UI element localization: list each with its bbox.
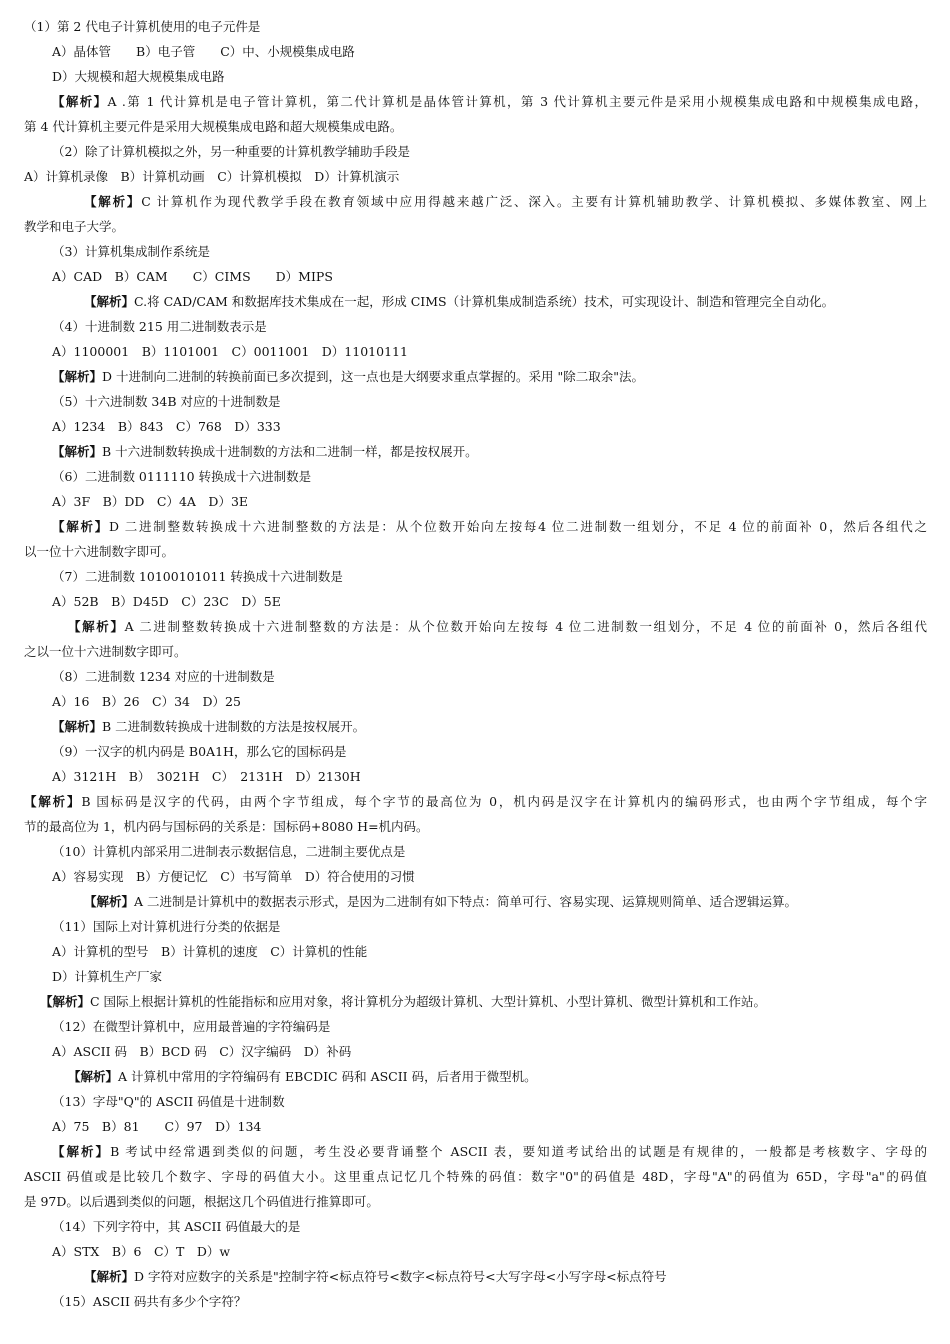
line-text: （8）二进制数 1234 对应的十进制数是 [52,669,275,684]
analysis-line [84,1265,667,1289]
line-text: D）计算机生产厂家 [52,969,163,984]
line-text: （14）下列字符中，其 ASCII 码值最大的是 [52,1219,301,1234]
line-text: ASCII 码值或是比较几个数字、字母的码值大小。这里重点记忆几个特殊的码值：数字"0"的码值是 48D，字母"A"的码值为 65D，字母"a"的码值 [24,1169,927,1184]
line-text: D 十进制向二进制的转换前面已多次提到，这一点也是大纲要求重点掌握的。采用 "除二取余"法。 [102,369,644,384]
line-text: B 国标码是汉字的代码，由两个字节组成，每个字节的最高位为 0，机内码是汉字在计算机内的编码形式，也由两个字节组成，每个字 [81,794,927,809]
line-text: A 二进制整数转换成十六进制整数的方法是：从个位数开始向左按每 4 位二进制数一组划分，不足 4 位的前面补 0，然后各组代 [124,619,927,634]
line-text: （11）国际上对计算机进行分类的依据是 [52,919,281,934]
text-line [52,1290,246,1314]
analysis-line [68,615,927,639]
line-text: A 二进制是计算机中的数据表示形式，是因为二进制有如下特点：简单可行、容易实现、运算规则简单、适合逻辑运算。 [134,894,798,909]
text-line [52,390,281,414]
line-text: A）1234 B）843 C）768 D）333 [52,419,281,434]
text-line [52,565,343,589]
line-text: C.将 CAD/CAM 和数据库技术集成在一起，形成 CIMS（计算机集成制造系统）技术，可实现设计、制造和管理完全自动化。 [134,294,835,309]
line-text: （4）十进制数 215 用二进制数表示是 [52,319,267,334]
analysis-tag: 【解析】 [84,1269,135,1284]
text-line [52,765,361,789]
text-line [52,940,367,964]
text-line [52,1115,261,1139]
text-line [52,1040,351,1064]
line-text: （2）除了计算机模拟之外，另一种重要的计算机教学辅助手段是 [52,144,410,159]
line-text: A）STX B）6 C）T D）w [52,1244,231,1259]
analysis-line [52,440,478,464]
line-text: A）52B B）D45D C）23C D）5E [52,594,281,609]
text-line [52,265,333,289]
text-line [52,1240,230,1264]
text-line [24,15,260,39]
text-line [52,65,225,89]
line-text: 节的最高位为 1，机内码与国标码的关系是：国标码+8080 H=机内码。 [24,819,429,834]
text-line [52,140,410,164]
line-text: A）容易实现 B）方便记忆 C）书写简单 D）符合使用的习惯 [52,869,415,884]
line-text: D 二进制整数转换成十六进制整数的方法是：从个位数开始向左按每4 位二进制数一组划分，不足 4 位的前面补 0，然后各组代之 [109,519,927,534]
line-text: （7）二进制数 10100101011 转换成十六进制数是 [52,569,343,584]
line-text: C 计算机作为现代教学手段在教育领域中应用得越来越广泛、深入。主要有计算机辅助教学、计算机模拟、多媒体教室、网上 [141,194,927,209]
text-line [52,665,275,689]
text-line [24,215,124,239]
text-line [24,115,402,139]
analysis-line [84,190,927,214]
analysis-line [52,1140,927,1164]
text-line [52,840,405,864]
line-text: 以一位十六进制数字即可。 [24,544,175,559]
text-line [24,540,174,564]
line-text: B 考试中经常遇到类似的问题，考生没必要背诵整个 ASCII 表，要知道考试给出的试题是有规律的，一般都是考核数字、字母的 [110,1144,927,1159]
analysis-tag: 【解析】 [52,719,103,734]
line-text: （5）十六进制数 34B 对应的十进制数是 [52,394,281,409]
line-text: 第 4 代计算机主要元件是采用大规模集成电路和超大规模集成电路。 [24,119,403,134]
line-text: A）计算机的型号 B）计算机的速度 C）计算机的性能 [52,944,368,959]
line-text: 是 97D。以后遇到类似的问题，根据这几个码值进行推算即可。 [24,1194,379,1209]
analysis-line [84,890,797,914]
text-line [52,965,162,989]
analysis-tag: 【解析】 [68,1069,119,1084]
line-text: B 十六进制数转换成十进制数的方法和二进制一样，都是按权展开。 [102,444,478,459]
text-line [52,240,210,264]
line-text: （3）计算机集成制作系统是 [52,244,210,259]
line-text: A）3F B）DD C）4A D）3E [52,494,249,509]
text-line [52,340,408,364]
text-line [52,465,311,489]
analysis-tag: 【解析】 [40,994,91,1009]
line-text: 之以一位十六进制数字即可。 [24,644,187,659]
line-text: C 国际上根据计算机的性能指标和应用对象，将计算机分为超级计算机、大型计算机、小型计算机、微型计算机和工作站。 [90,994,767,1009]
line-text: （12）在微型计算机中，应用最普遍的字符编码是 [52,1019,331,1034]
line-text: （10）计算机内部采用二进制表示数据信息，二进制主要优点是 [52,844,406,859]
text-line [52,690,241,714]
analysis-tag: 【解析】 [52,519,110,534]
line-text: A）CAD B）CAM C）CIMS D）MIPS [52,269,333,284]
text-line [52,415,281,439]
text-line [52,1015,330,1039]
text-line [24,640,187,664]
analysis-line [40,990,766,1014]
line-text: （6）二进制数 0111110 转换成十六进制数是 [52,469,312,484]
analysis-line [52,715,365,739]
line-text: A 计算机中常用的字符编码有 EBCDIC 码和 ASCII 码，后者用于微型机。 [118,1069,537,1084]
analysis-tag: 【解析】 [52,444,103,459]
analysis-line [52,90,927,114]
text-line [24,1165,927,1189]
analysis-tag: 【解析】 [52,1144,111,1159]
line-text: A）3121H B） 3021H C） 2131H D）2130H [52,769,361,784]
text-line [52,590,281,614]
line-text: B 二进制数转换成十进制数的方法是按权展开。 [102,719,366,734]
analysis-tag: 【解析】 [68,619,125,634]
line-text: A）晶体管 B）电子管 C）中、小规模集成电路 [52,44,355,59]
analysis-tag: 【解析】 [84,194,142,209]
analysis-line [84,290,834,314]
text-line [24,1190,379,1214]
line-text: （9）一汉字的机内码是 B0A1H，那么它的国标码是 [52,744,347,759]
line-text: （13）字母"Q"的 ASCII 码值是十进制数 [52,1094,285,1109]
analysis-line [68,1065,537,1089]
line-text: （15）ASCII 码共有多少个字符？ [52,1294,247,1309]
analysis-tag: 【解析】 [84,294,135,309]
analysis-line [52,515,927,539]
analysis-tag: 【解析】 [84,894,135,909]
line-text: A）ASCII 码 B）BCD 码 C）汉字编码 D）补码 [52,1044,352,1059]
analysis-line [52,365,644,389]
text-line [52,490,248,514]
line-text: （1）第 2 代电子计算机使用的电子元件是 [24,19,261,34]
text-line [52,865,415,889]
analysis-tag: 【解析】 [24,794,82,809]
analysis-tag: 【解析】 [52,369,103,384]
text-line [52,1090,285,1114]
text-line [24,165,399,189]
text-line [52,315,267,339]
line-text: A）计算机录像 B）计算机动画 C）计算机模拟 D）计算机演示 [24,169,400,184]
analysis-line [24,790,927,814]
line-text: D 字符对应数字的关系是"控制字符<标点符号<数字<标点符号<大写字母<小写字母<标点符号 [134,1269,667,1284]
text-line [52,740,346,764]
text-line [52,915,280,939]
text-line [52,40,355,64]
line-text: A）1100001 B）1101001 C）0011001 D）11010111 [52,344,408,359]
analysis-tag: 【解析】 [52,94,108,109]
line-text: 教学和电子大学。 [24,219,125,234]
line-text: D）大规模和超大规模集成电路 [52,69,225,84]
line-text: A）75 B）81 C）97 D）134 [52,1119,262,1134]
text-line [52,1215,300,1239]
line-text: A .第 1 代计算机是电子管计算机，第二代计算机是晶体管计算机，第 3 代计算机主要元件是采用小规模集成电路和中规模集成电路， [107,94,927,109]
text-line [24,815,429,839]
line-text: A）16 B）26 C）34 D）25 [52,694,241,709]
